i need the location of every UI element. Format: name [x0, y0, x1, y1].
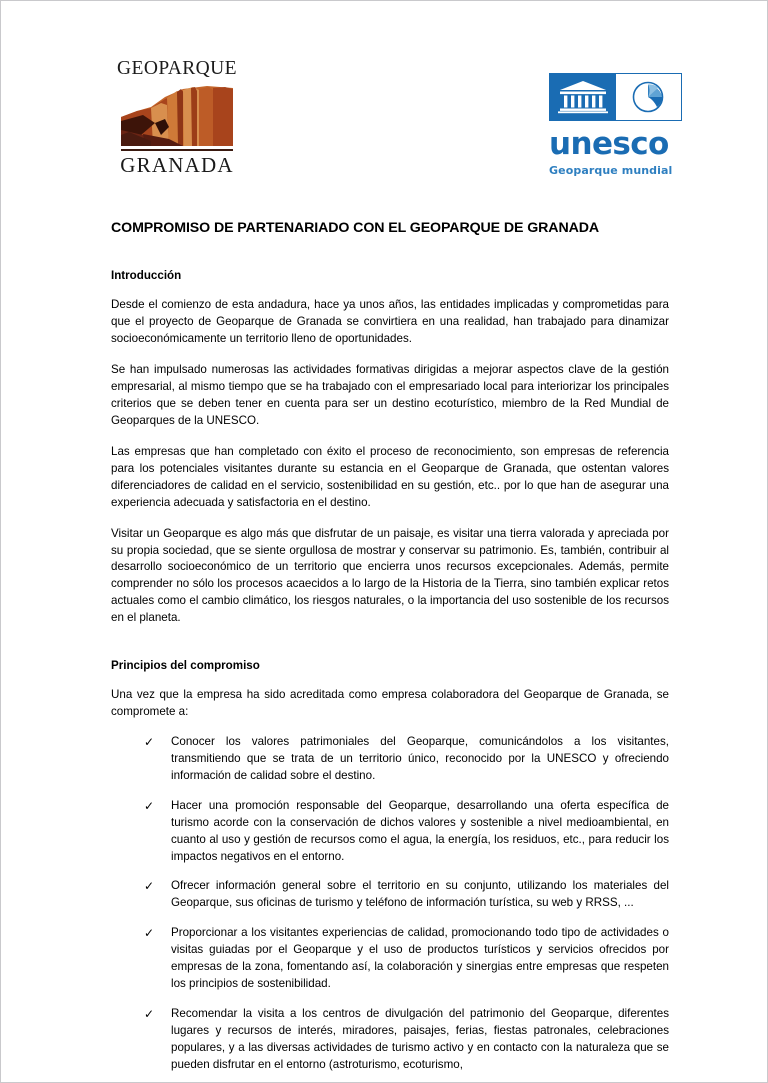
list-item: [141, 734, 669, 785]
unesco-emblem: [549, 73, 682, 121]
commitments-list: [111, 734, 669, 1074]
unesco-wordmark: unesco: [549, 126, 669, 162]
unesco-globe-icon: [616, 74, 682, 120]
list-item: [141, 1006, 669, 1074]
page-title: COMPROMISO DE PARTENARIADO CON EL GEOPARQUE DE GRANADA: [111, 220, 600, 236]
list-item: [141, 878, 669, 912]
list-item-text: Proporcionar a los visitantes experiencias de calidad, promocionando todo tipo de actividades o visitas guiadas por el Geoparque y el uso de productos turísticos y servicios ofrecidos por empresas de la zona, fomentando así, la colaboración y sinergias entre empresas que respeten los principios de sostenibilidad.: [171, 926, 669, 991]
intro-paragraph-4: Visitar un Geoparque es algo más que disfrutar de un paisaje, es visitar una tierra valorada y apreciada por su propia sociedad, que se siente orgullosa de mostrar y conservar su patrimonio. Es, también, contribuir al desarrollo socioeconómico de un territorio que encierra unos recursos excepcionales. Además, permite comprender no sólo los procesos acaecidos a lo largo de la Historia de la Tierra, sino también explicar retos actuales como el cambio climático, los riesgos naturales, o la importancia del uso sostenible de los recursos en el planeta.: [111, 526, 669, 625]
check-icon: ✓: [144, 734, 155, 749]
document-content: [1, 219, 767, 1074]
geoparque-logo-bottom-word: GRANADA: [120, 153, 234, 178]
list-item-text: Conocer los valores patrimoniales del Geoparque, comunicándolos a los visitantes, transmitiendo que se trata de un territorio único, reconocido por la UNESCO y ofreciendo información de calidad sobre el destino.: [171, 734, 669, 782]
unesco-tagline: Geoparque mundial: [549, 164, 673, 177]
check-icon: ✓: [144, 798, 155, 813]
list-item: [141, 798, 669, 866]
principios-intro-paragraph: Una vez que la empresa ha sido acreditada como empresa colaboradora del Geoparque de Granada, se compromete a:: [111, 688, 669, 719]
list-item: [141, 925, 669, 993]
intro-paragraph-2: Se han impulsado numerosas las actividades formativas dirigidas a mejorar aspectos clave de la gestión empresarial, al mismo tiempo que se ha trabajado con el empresariado local para interiorizar los principales criterios que se deben tener en cuenta para ser un destino ecoturístico, miembro de la Red Mundial de Geoparques de la UNESCO.: [111, 363, 669, 427]
geoparque-granada-logo: [113, 59, 241, 177]
intro-paragraph-3: Las empresas que han completado con éxito el proceso de reconocimiento, son empresas de referencia para los potenciales visitantes durante su estancia en el Geoparque de Granada, que ostentan valores diferenciadores de calidad en el servicio, sostenibilidad en su gestión, etc.. por lo que han de asegurar una experiencia adecuada y satisfactoria en el destino.: [111, 444, 669, 509]
check-icon: ✓: [144, 879, 155, 894]
geoparque-logo-top-word: GEOPARQUE: [117, 58, 237, 79]
mesa-rock-formation-icon: [121, 83, 233, 146]
list-item-text: Hacer una promoción responsable del Geoparque, desarrollando una oferta específica de turismo acorde con la conservación de dichos valores y sostenible a nivel medioambiental, en cuanto al uso y gestión de recursos como el agua, la energía, los residuos, etc., para reducir los impactos negativos en el entorno.: [171, 798, 669, 863]
list-item-text: Recomendar la visita a los centros de divulgación del patrimonio del Geoparque, diferentes lugares y recursos de interés, miradores, paisajes, ferias, fiestas patronales, celebraciones populares, y a las diversas actividades de turismo activo y en contacto con la naturaleza que se pueden disfrutar en el entorno (astroturismo, ecoturismo,: [171, 1006, 669, 1071]
unesco-temple-icon: [550, 74, 616, 120]
list-item-text: Ofrecer información general sobre el territorio en su conjunto, utilizando los materiales del Geoparque, sus oficinas de turismo y teléfono de información turística, su web y RRSS, ...: [171, 879, 669, 910]
document-header: [1, 1, 767, 178]
section-heading-introduccion: Introducción: [111, 269, 182, 283]
check-icon: ✓: [144, 926, 155, 941]
unesco-logo: [549, 73, 684, 177]
check-icon: ✓: [144, 1006, 155, 1021]
section-heading-principios: Principios del compromiso: [111, 659, 260, 673]
intro-paragraph-1: Desde el comienzo de esta andadura, hace ya unos años, las entidades implicadas y comprometidas para que el proyecto de Geoparque de Granada se convirtiera en una realidad, han trabajado para dinamizar socioeconómicamente un territorio lleno de oportunidades.: [111, 298, 669, 346]
geoparque-logo-divider: [121, 149, 233, 151]
